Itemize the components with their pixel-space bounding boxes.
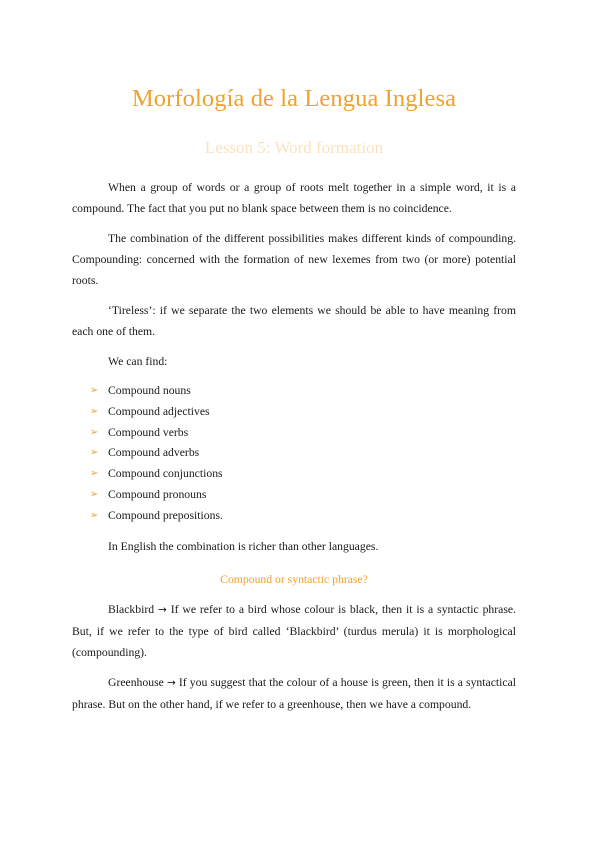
list-item-label: Compound adjectives	[108, 404, 210, 418]
list-item-label: Compound nouns	[108, 384, 191, 397]
list-item	[72, 381, 516, 402]
arrow-bullet-icon: ➢	[90, 468, 99, 480]
example-term: Greenhouse	[108, 675, 164, 689]
list-item	[72, 443, 516, 464]
list-item	[72, 506, 516, 527]
example-explanation: If we refer to a bird whose colour is black, then it is a syntactic phrase. But, if we refer to the type of bird called ‘Blackbird’ (turdus merula) it is morphological (compounding).	[72, 602, 517, 659]
paragraph-tireless-example: ‘Tireless’: if we separate the two elements we should be able to have meaning from each one of them.	[72, 304, 516, 338]
paragraph-english-combination: In English the combination is richer than other languages.	[108, 539, 379, 553]
list-item	[72, 485, 516, 506]
compound-types-list	[72, 381, 516, 527]
paragraph-compounding-definition: The combination of the different possibilities makes different kinds of compounding. Compounding: concerned with the formation of new lexemes from two (or more) potential roots.	[72, 232, 516, 287]
example-term: Blackbird	[108, 602, 155, 616]
paragraph-compound-definition: When a group of words or a group of roots melt together in a simple word, it is a compound. The fact that you put no blank space between them is no coincidence.	[72, 181, 516, 215]
we-can-find-label: We can find:	[108, 355, 168, 368]
right-arrow-icon: →	[158, 603, 167, 616]
arrow-bullet-icon: ➢	[90, 488, 99, 500]
example-explanation: If you suggest that the colour of a house is green, then it is a syntactical phrase. But on the other hand, if we refer to a greenhouse, then we have a compound.	[72, 675, 517, 711]
list-item-label: Compound prepositions.	[108, 508, 223, 522]
list-item-label: Compound adverbs	[108, 446, 200, 460]
document-title: Morfología de la Lengua Inglesa	[131, 85, 457, 112]
right-arrow-icon: →	[166, 676, 176, 689]
section-heading-compound-or-phrase: Compound or syntactic phrase?	[220, 572, 368, 586]
paragraph-greenhouse-example	[72, 672, 516, 715]
arrow-bullet-icon: ➢	[90, 426, 99, 438]
arrow-bullet-icon: ➢	[90, 405, 99, 417]
paragraph-blackbird-example	[72, 599, 516, 663]
list-item-label: Compound verbs	[108, 425, 189, 439]
arrow-bullet-icon: ➢	[90, 385, 99, 396]
list-item-label: Compound conjunctions	[108, 467, 223, 481]
list-item	[72, 464, 516, 485]
lesson-subtitle: Lesson 5: Word formation	[204, 138, 384, 157]
arrow-bullet-icon: ➢	[90, 447, 99, 459]
list-item	[72, 423, 516, 444]
list-item	[72, 402, 516, 423]
arrow-bullet-icon: ➢	[90, 509, 99, 521]
list-item-label: Compound pronouns	[108, 487, 207, 501]
